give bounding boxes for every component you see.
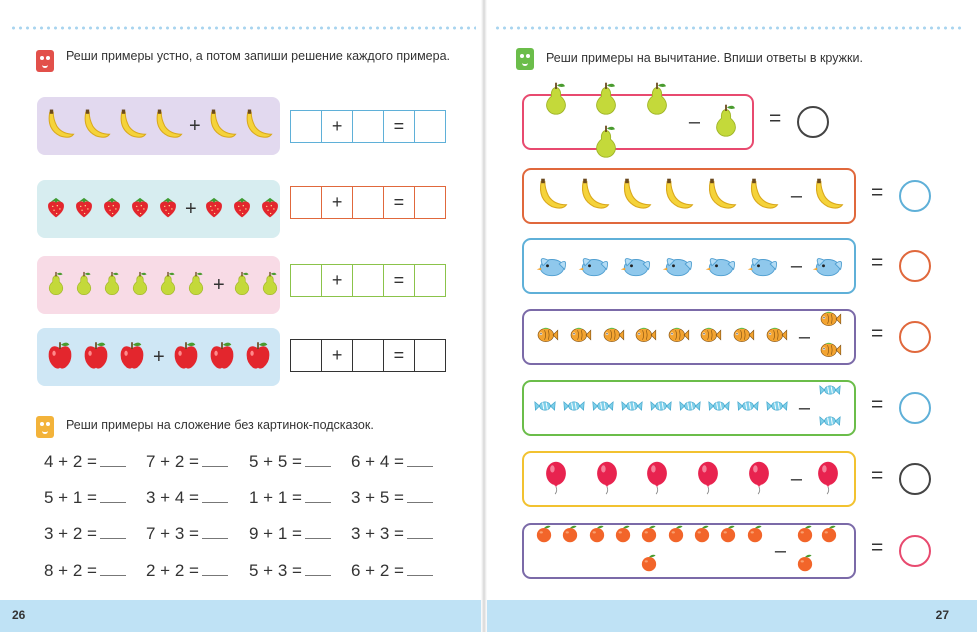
equals-cell: = bbox=[383, 264, 415, 297]
equals-sign: = bbox=[871, 251, 884, 274]
subtrahend-group bbox=[810, 246, 846, 287]
dotted-border-top-right bbox=[494, 26, 964, 30]
equation-text: 6 + 4 = bbox=[351, 452, 404, 471]
equation-text: 4 + 2 = bbox=[44, 452, 97, 471]
equals-sign: = bbox=[769, 107, 782, 130]
answer-blank[interactable] bbox=[305, 564, 331, 576]
orange-icon bbox=[744, 523, 766, 550]
answer-circle[interactable] bbox=[899, 321, 931, 353]
answer-blank[interactable] bbox=[305, 527, 331, 539]
task2-instruction-text: Реши примеры на сложение без картинок-подсказок. bbox=[66, 418, 374, 432]
banana-icon bbox=[576, 176, 612, 217]
addition-equation bbox=[249, 561, 331, 581]
orange-icon bbox=[638, 523, 660, 550]
equation-text: 5 + 5 = bbox=[249, 452, 302, 471]
candy-icon bbox=[736, 394, 760, 423]
orange-icon bbox=[612, 523, 634, 550]
pear-icon bbox=[127, 270, 153, 301]
addition-equation bbox=[351, 452, 433, 472]
pear-icon bbox=[588, 80, 624, 121]
plus-cell: + bbox=[321, 339, 353, 372]
fish-icon bbox=[666, 323, 690, 352]
answer-cell[interactable] bbox=[290, 264, 322, 297]
fish-icon bbox=[633, 323, 657, 352]
addition-picture-row bbox=[37, 180, 280, 238]
equation-text: 7 + 2 = bbox=[146, 452, 199, 471]
banana-icon bbox=[79, 107, 113, 146]
banana-icon bbox=[810, 176, 846, 217]
answer-grid bbox=[290, 264, 452, 297]
addition-equation bbox=[249, 452, 331, 472]
apple-icon bbox=[241, 338, 275, 377]
candy-icon bbox=[818, 409, 842, 438]
addition-equation bbox=[351, 524, 433, 544]
addition-picture-row bbox=[37, 256, 280, 314]
addition-picture-row bbox=[37, 328, 280, 386]
equals-cell: = bbox=[383, 186, 415, 219]
bird-icon bbox=[576, 246, 612, 287]
balloon-icon bbox=[538, 459, 574, 500]
page-footer-right bbox=[484, 600, 977, 632]
apple-icon bbox=[79, 338, 113, 377]
subtraction-picture-box bbox=[522, 168, 856, 224]
pear-icon bbox=[257, 270, 283, 301]
banana-icon bbox=[534, 176, 570, 217]
subtrahend-group bbox=[708, 102, 744, 143]
answer-blank[interactable] bbox=[202, 455, 228, 467]
pear-icon bbox=[229, 270, 255, 301]
minus-sign: – bbox=[790, 254, 802, 277]
addition-equation bbox=[146, 488, 228, 508]
banana-icon bbox=[115, 107, 149, 146]
book-spine bbox=[481, 0, 487, 632]
fish-icon bbox=[818, 338, 842, 367]
answer-cell[interactable] bbox=[414, 264, 446, 297]
subtraction-picture-box bbox=[522, 309, 856, 365]
answer-cell[interactable] bbox=[414, 186, 446, 219]
answer-blank[interactable] bbox=[100, 564, 126, 576]
addition-equation bbox=[249, 524, 331, 544]
right-instruction-text: Реши примеры на вычитание. Впиши ответы в кружки. bbox=[546, 51, 863, 65]
equation-text: 1 + 1 = bbox=[249, 488, 302, 507]
task1-instruction bbox=[36, 48, 456, 74]
minuend-group bbox=[532, 80, 681, 164]
fish-icon bbox=[698, 323, 722, 352]
task1-instruction-text: Реши примеры устно, а потом запиши решение каждого примера. bbox=[66, 49, 450, 63]
equation-text: 6 + 2 = bbox=[351, 561, 404, 580]
strawberry-icon bbox=[229, 194, 255, 225]
subtraction-picture-box bbox=[522, 238, 856, 294]
apple-icon bbox=[169, 338, 203, 377]
page-number-left: 26 bbox=[12, 608, 26, 622]
answer-blank[interactable] bbox=[100, 491, 126, 503]
apple-icon bbox=[205, 338, 239, 377]
equation-text: 3 + 5 = bbox=[351, 488, 404, 507]
bird-icon bbox=[618, 246, 654, 287]
bird-icon bbox=[810, 246, 846, 287]
minus-sign: – bbox=[688, 110, 700, 133]
answer-cell[interactable] bbox=[290, 339, 322, 372]
answer-grid bbox=[290, 110, 452, 143]
addition-equation bbox=[351, 488, 433, 508]
addition-equation bbox=[44, 488, 126, 508]
answer-cell[interactable] bbox=[414, 110, 446, 143]
equation-text: 3 + 3 = bbox=[351, 524, 404, 543]
banana-icon bbox=[43, 107, 77, 146]
equals-sign: = bbox=[871, 181, 884, 204]
addition-equation bbox=[44, 524, 126, 544]
orange-icon bbox=[586, 523, 608, 550]
answer-blank[interactable] bbox=[202, 527, 228, 539]
pear-icon bbox=[588, 123, 624, 164]
minus-sign: – bbox=[774, 539, 786, 562]
plus-sign: + bbox=[185, 197, 197, 220]
left-page bbox=[0, 0, 484, 632]
answer-blank[interactable] bbox=[202, 564, 228, 576]
answer-blank[interactable] bbox=[407, 455, 433, 467]
fish-icon bbox=[818, 307, 842, 336]
equals-sign: = bbox=[871, 464, 884, 487]
equation-text: 8 + 2 = bbox=[44, 561, 97, 580]
fish-icon bbox=[535, 323, 559, 352]
plus-cell: + bbox=[321, 186, 353, 219]
banana-icon bbox=[205, 107, 239, 146]
answer-blank[interactable] bbox=[100, 455, 126, 467]
answer-blank[interactable] bbox=[407, 491, 433, 503]
addition-equation bbox=[146, 561, 228, 581]
minus-sign: – bbox=[798, 396, 810, 419]
balloon-icon bbox=[810, 459, 846, 500]
candy-icon bbox=[533, 394, 557, 423]
right-page bbox=[484, 0, 977, 632]
candy-icon bbox=[707, 394, 731, 423]
addition-equation bbox=[44, 452, 126, 472]
right-instruction bbox=[516, 46, 956, 72]
candy-icon bbox=[591, 394, 615, 423]
candy-icon bbox=[818, 378, 842, 407]
minuend-group bbox=[532, 246, 783, 287]
subtrahend-group bbox=[810, 176, 846, 217]
equals-sign: = bbox=[871, 322, 884, 345]
orange-icon bbox=[794, 552, 816, 579]
pear-icon bbox=[43, 270, 69, 301]
pear-icon bbox=[639, 80, 675, 121]
subtrahend-group bbox=[794, 523, 846, 579]
fish-icon bbox=[568, 323, 592, 352]
equals-sign: = bbox=[871, 393, 884, 416]
answer-circle[interactable] bbox=[797, 106, 829, 138]
equation-text: 9 + 1 = bbox=[249, 524, 302, 543]
apple-icon bbox=[115, 338, 149, 377]
subtraction-picture-box bbox=[522, 523, 856, 579]
orange-icon bbox=[717, 523, 739, 550]
subtraction-picture-box bbox=[522, 94, 754, 150]
fish-icon bbox=[731, 323, 755, 352]
plus-cell: + bbox=[321, 264, 353, 297]
plus-cell: + bbox=[321, 110, 353, 143]
subtraction-picture-box bbox=[522, 380, 856, 436]
banana-icon bbox=[241, 107, 275, 146]
orange-icon bbox=[794, 523, 816, 550]
equation-text: 3 + 4 = bbox=[146, 488, 199, 507]
answer-cell[interactable] bbox=[352, 110, 384, 143]
bird-icon bbox=[534, 246, 570, 287]
banana-icon bbox=[745, 176, 781, 217]
minuend-group bbox=[532, 323, 791, 352]
candy-icon bbox=[649, 394, 673, 423]
balloon-icon bbox=[639, 459, 675, 500]
pear-icon bbox=[708, 102, 744, 143]
subtrahend-group bbox=[818, 307, 846, 367]
answer-cell[interactable] bbox=[352, 264, 384, 297]
strawberry-icon bbox=[127, 194, 153, 225]
plus-sign: + bbox=[213, 273, 225, 296]
answer-circle[interactable] bbox=[899, 535, 931, 567]
strawberry-icon bbox=[43, 194, 69, 225]
candy-icon bbox=[678, 394, 702, 423]
banana-icon bbox=[151, 107, 185, 146]
candy-icon bbox=[562, 394, 586, 423]
orange-icon bbox=[818, 523, 840, 550]
answer-circle[interactable] bbox=[899, 392, 931, 424]
banana-icon bbox=[618, 176, 654, 217]
yellow-book-icon bbox=[36, 416, 54, 438]
banana-icon bbox=[703, 176, 739, 217]
fish-icon bbox=[601, 323, 625, 352]
minuend-group bbox=[532, 459, 783, 500]
subtrahend-group bbox=[818, 378, 846, 438]
minus-sign: – bbox=[790, 467, 802, 490]
bird-icon bbox=[745, 246, 781, 287]
addition-equation bbox=[146, 524, 228, 544]
balloon-icon bbox=[589, 459, 625, 500]
bird-icon bbox=[660, 246, 696, 287]
answer-blank[interactable] bbox=[100, 527, 126, 539]
addition-equation bbox=[249, 488, 331, 508]
answer-circle[interactable] bbox=[899, 250, 931, 282]
strawberry-icon bbox=[99, 194, 125, 225]
banana-icon bbox=[660, 176, 696, 217]
plus-sign: + bbox=[189, 114, 201, 137]
equation-text: 3 + 2 = bbox=[44, 524, 97, 543]
minus-sign: – bbox=[790, 184, 802, 207]
equation-text: 7 + 3 = bbox=[146, 524, 199, 543]
orange-icon bbox=[691, 523, 713, 550]
orange-icon bbox=[638, 552, 660, 579]
pear-icon bbox=[538, 80, 574, 121]
answer-cell[interactable] bbox=[414, 339, 446, 372]
addition-equation bbox=[351, 561, 433, 581]
equals-cell: = bbox=[383, 339, 415, 372]
addition-picture-row bbox=[37, 97, 280, 155]
page-number-right: 27 bbox=[935, 608, 949, 622]
candy-icon bbox=[765, 394, 789, 423]
equation-text: 2 + 2 = bbox=[146, 561, 199, 580]
answer-cell[interactable] bbox=[290, 110, 322, 143]
answer-cell[interactable] bbox=[352, 339, 384, 372]
orange-icon bbox=[559, 523, 581, 550]
fish-icon bbox=[764, 323, 788, 352]
answer-grid bbox=[290, 339, 452, 372]
balloon-icon bbox=[741, 459, 777, 500]
pear-icon bbox=[71, 270, 97, 301]
subtrahend-group bbox=[810, 459, 846, 500]
pear-icon bbox=[99, 270, 125, 301]
strawberry-icon bbox=[155, 194, 181, 225]
task2-instruction bbox=[36, 414, 456, 440]
answer-blank[interactable] bbox=[202, 491, 228, 503]
answer-circle[interactable] bbox=[899, 180, 931, 212]
equals-cell: = bbox=[383, 110, 415, 143]
strawberry-icon bbox=[201, 194, 227, 225]
green-book-icon bbox=[516, 48, 534, 70]
minuend-group bbox=[532, 394, 791, 423]
answer-blank[interactable] bbox=[407, 564, 433, 576]
minuend-group bbox=[532, 523, 767, 579]
candy-icon bbox=[620, 394, 644, 423]
page-footer-left bbox=[0, 600, 484, 632]
plus-sign: + bbox=[153, 345, 165, 368]
subtraction-picture-box bbox=[522, 451, 856, 507]
red-book-icon bbox=[36, 50, 54, 72]
answer-cell[interactable] bbox=[352, 186, 384, 219]
answer-cell[interactable] bbox=[290, 186, 322, 219]
orange-icon bbox=[533, 523, 555, 550]
answer-circle[interactable] bbox=[899, 463, 931, 495]
strawberry-icon bbox=[257, 194, 283, 225]
answer-blank[interactable] bbox=[305, 491, 331, 503]
bird-icon bbox=[703, 246, 739, 287]
minuend-group bbox=[532, 176, 783, 217]
dotted-border-top bbox=[10, 26, 476, 30]
answer-grid bbox=[290, 186, 452, 219]
strawberry-icon bbox=[71, 194, 97, 225]
equation-text: 5 + 3 = bbox=[249, 561, 302, 580]
orange-icon bbox=[665, 523, 687, 550]
addition-equation bbox=[44, 561, 126, 581]
equals-sign: = bbox=[871, 536, 884, 559]
equation-text: 5 + 1 = bbox=[44, 488, 97, 507]
answer-blank[interactable] bbox=[407, 527, 433, 539]
pear-icon bbox=[155, 270, 181, 301]
addition-equation bbox=[146, 452, 228, 472]
balloon-icon bbox=[690, 459, 726, 500]
minus-sign: – bbox=[798, 325, 810, 348]
answer-blank[interactable] bbox=[305, 455, 331, 467]
pear-icon bbox=[183, 270, 209, 301]
apple-icon bbox=[43, 338, 77, 377]
